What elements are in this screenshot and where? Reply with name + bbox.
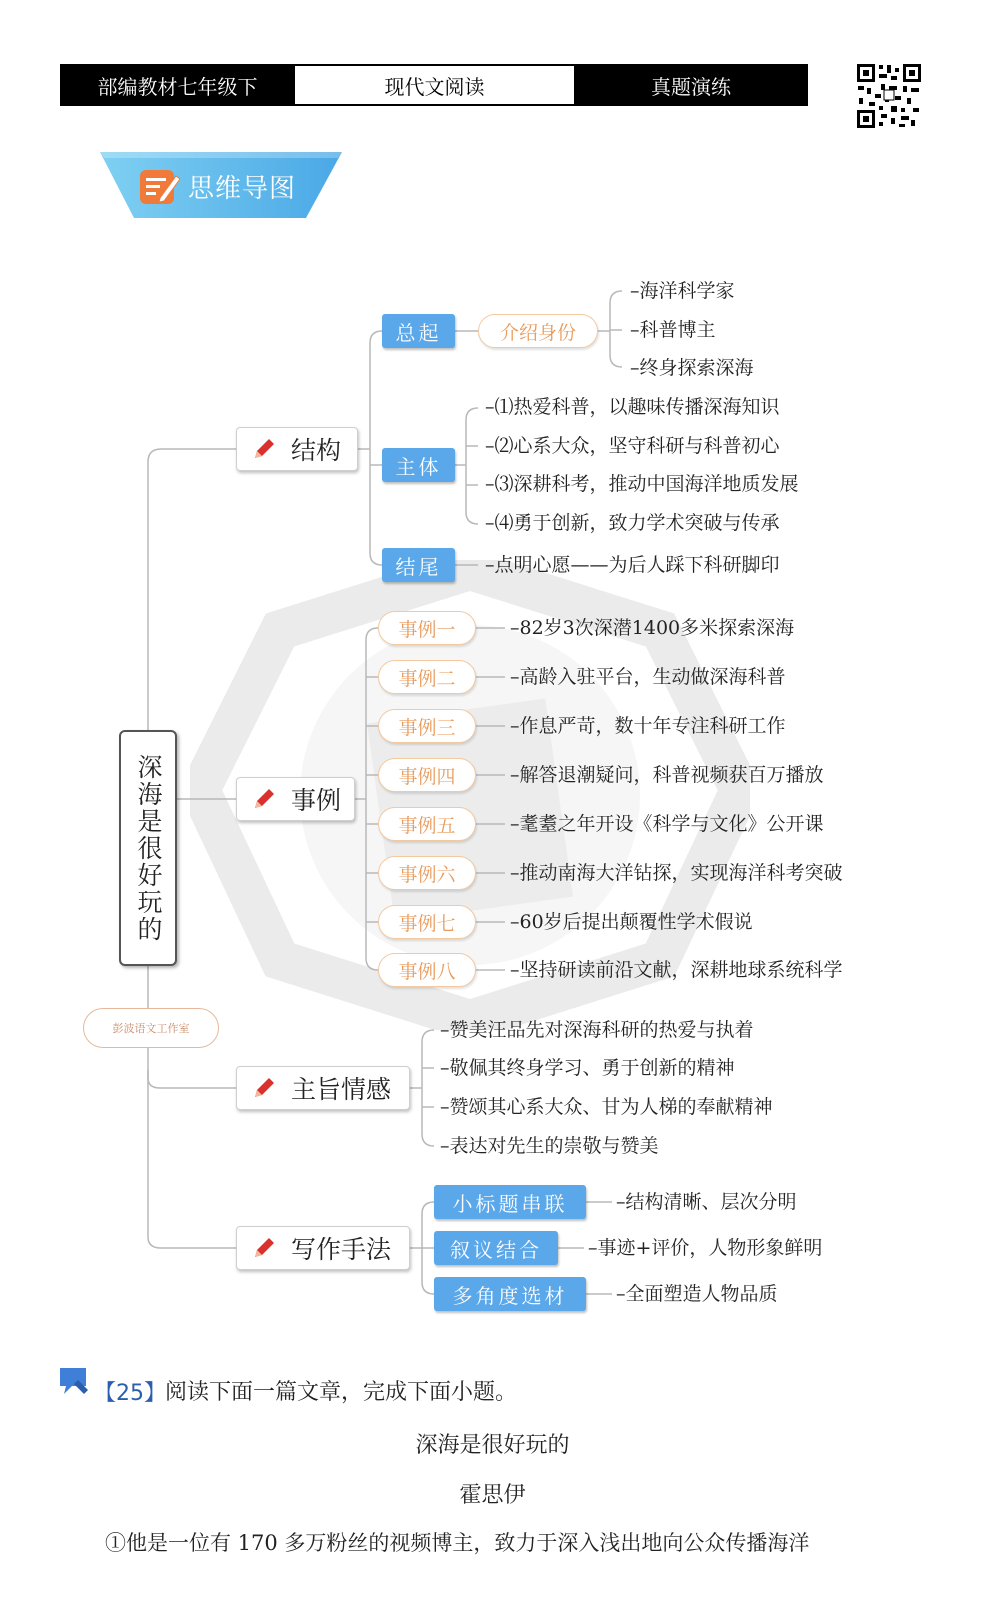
example-pill-8: 事例八	[378, 953, 476, 987]
technique-text-3: –全面塑造人物品质	[616, 1283, 778, 1305]
leaf-intro-1: –海洋科学家	[630, 280, 735, 302]
article-title: 深海是很好玩的	[415, 1433, 570, 1458]
example-pill-3: 事例三	[378, 709, 476, 743]
leaf-end: –点明心愿——为后人踩下科研脚印	[485, 554, 780, 576]
header-grade: 部编教材七年级下	[60, 64, 295, 106]
leaf-theme-1: –赞美汪品先对深海科研的热爱与执着	[440, 1019, 754, 1041]
technique-text-2: –事迹+评价，人物形象鲜明	[588, 1237, 823, 1259]
leaf-intro-3: –终身探索深海	[630, 357, 754, 379]
example-text-5: –耄耋之年开设《科学与文化》公开课	[510, 813, 824, 835]
technique-box-1: 小标题串联	[434, 1185, 586, 1219]
technique-box-3: 多角度选材	[434, 1277, 586, 1311]
leaf-theme-3: –赞颂其心系大众、甘为人梯的奉献精神	[440, 1096, 773, 1118]
example-pill-7: 事例七	[378, 905, 476, 939]
node-intro: 总起	[382, 314, 455, 348]
pencil-icon	[251, 436, 277, 462]
pencil-icon	[251, 786, 277, 812]
node-examples-label: 事例	[291, 786, 342, 815]
example-pill-1: 事例一	[378, 611, 476, 645]
node-techniques	[236, 1226, 410, 1270]
header-category: 现代文阅读	[293, 64, 576, 106]
node-theme-label: 主旨情感	[291, 1075, 392, 1104]
example-pill-2: 事例二	[378, 660, 476, 694]
node-end: 结尾	[382, 548, 455, 582]
example-text-1: –82岁3次深潜1400多米探索深海	[510, 617, 795, 639]
example-pill-5: 事例五	[378, 807, 476, 841]
pencil-icon	[251, 1075, 277, 1101]
article-author: 霍思伊	[459, 1483, 526, 1508]
leaf-main-4: –⑷勇于创新，致力学术突破与传承	[485, 512, 780, 534]
leaf-main-2: –⑵心系大众，坚守科研与科普初心	[485, 435, 780, 457]
example-pill-6: 事例六	[378, 856, 476, 890]
leaf-intro-2: –科普博主	[630, 319, 716, 341]
example-text-8: –坚持研读前沿文献，深耕地球系统科学	[510, 959, 843, 981]
article-paragraph-1: ①他是一位有 170 多万粉丝的视频博主，致力于深入浅出地向公众传播海洋	[105, 1531, 810, 1555]
section-title: 思维导图	[188, 174, 297, 204]
example-text-4: –解答退潮疑问，科普视频获百万播放	[510, 764, 824, 786]
speech-bubble-icon	[58, 1366, 90, 1396]
node-structure-label: 结构	[291, 436, 342, 465]
mindmap-root	[119, 730, 177, 966]
node-structure	[236, 427, 358, 471]
example-text-6: –推动南海大洋钻探，实现海洋科考突破	[510, 862, 843, 884]
pencil-icon	[251, 1235, 277, 1261]
technique-box-2: 叙议结合	[434, 1231, 558, 1265]
header-practice: 真题演练	[574, 64, 808, 106]
leaf-theme-4: –表达对先生的崇敬与赞美	[440, 1135, 659, 1157]
node-theme	[236, 1066, 410, 1110]
technique-text-1: –结构清晰、层次分明	[616, 1191, 797, 1213]
leaf-main-1: –⑴热爱科普，以趣味传播深海知识	[485, 396, 780, 418]
leaf-theme-2: –敬佩其终身学习、勇于创新的精神	[440, 1057, 735, 1079]
question-number: 【25】	[94, 1381, 166, 1406]
root-label: 深海是很好玩的	[134, 753, 163, 943]
node-examples	[236, 777, 355, 821]
example-text-3: –作息严苛，数十年专注科研工作	[510, 715, 786, 737]
question-instruction: 阅读下面一篇文章，完成下面小题。	[165, 1380, 518, 1405]
leaf-main-3: –⑶深耕科考，推动中国海洋地质发展	[485, 473, 799, 495]
studio-badge: 彭波语文工作室	[83, 1008, 219, 1048]
node-intro-pill: 介绍身份	[478, 314, 598, 348]
example-text-7: –60岁后提出颠覆性学术假说	[510, 911, 753, 933]
node-main: 主体	[382, 448, 455, 482]
example-pill-4: 事例四	[378, 758, 476, 792]
node-techniques-label: 写作手法	[291, 1235, 392, 1264]
example-text-2: –高龄入驻平台，生动做深海科普	[510, 666, 786, 688]
